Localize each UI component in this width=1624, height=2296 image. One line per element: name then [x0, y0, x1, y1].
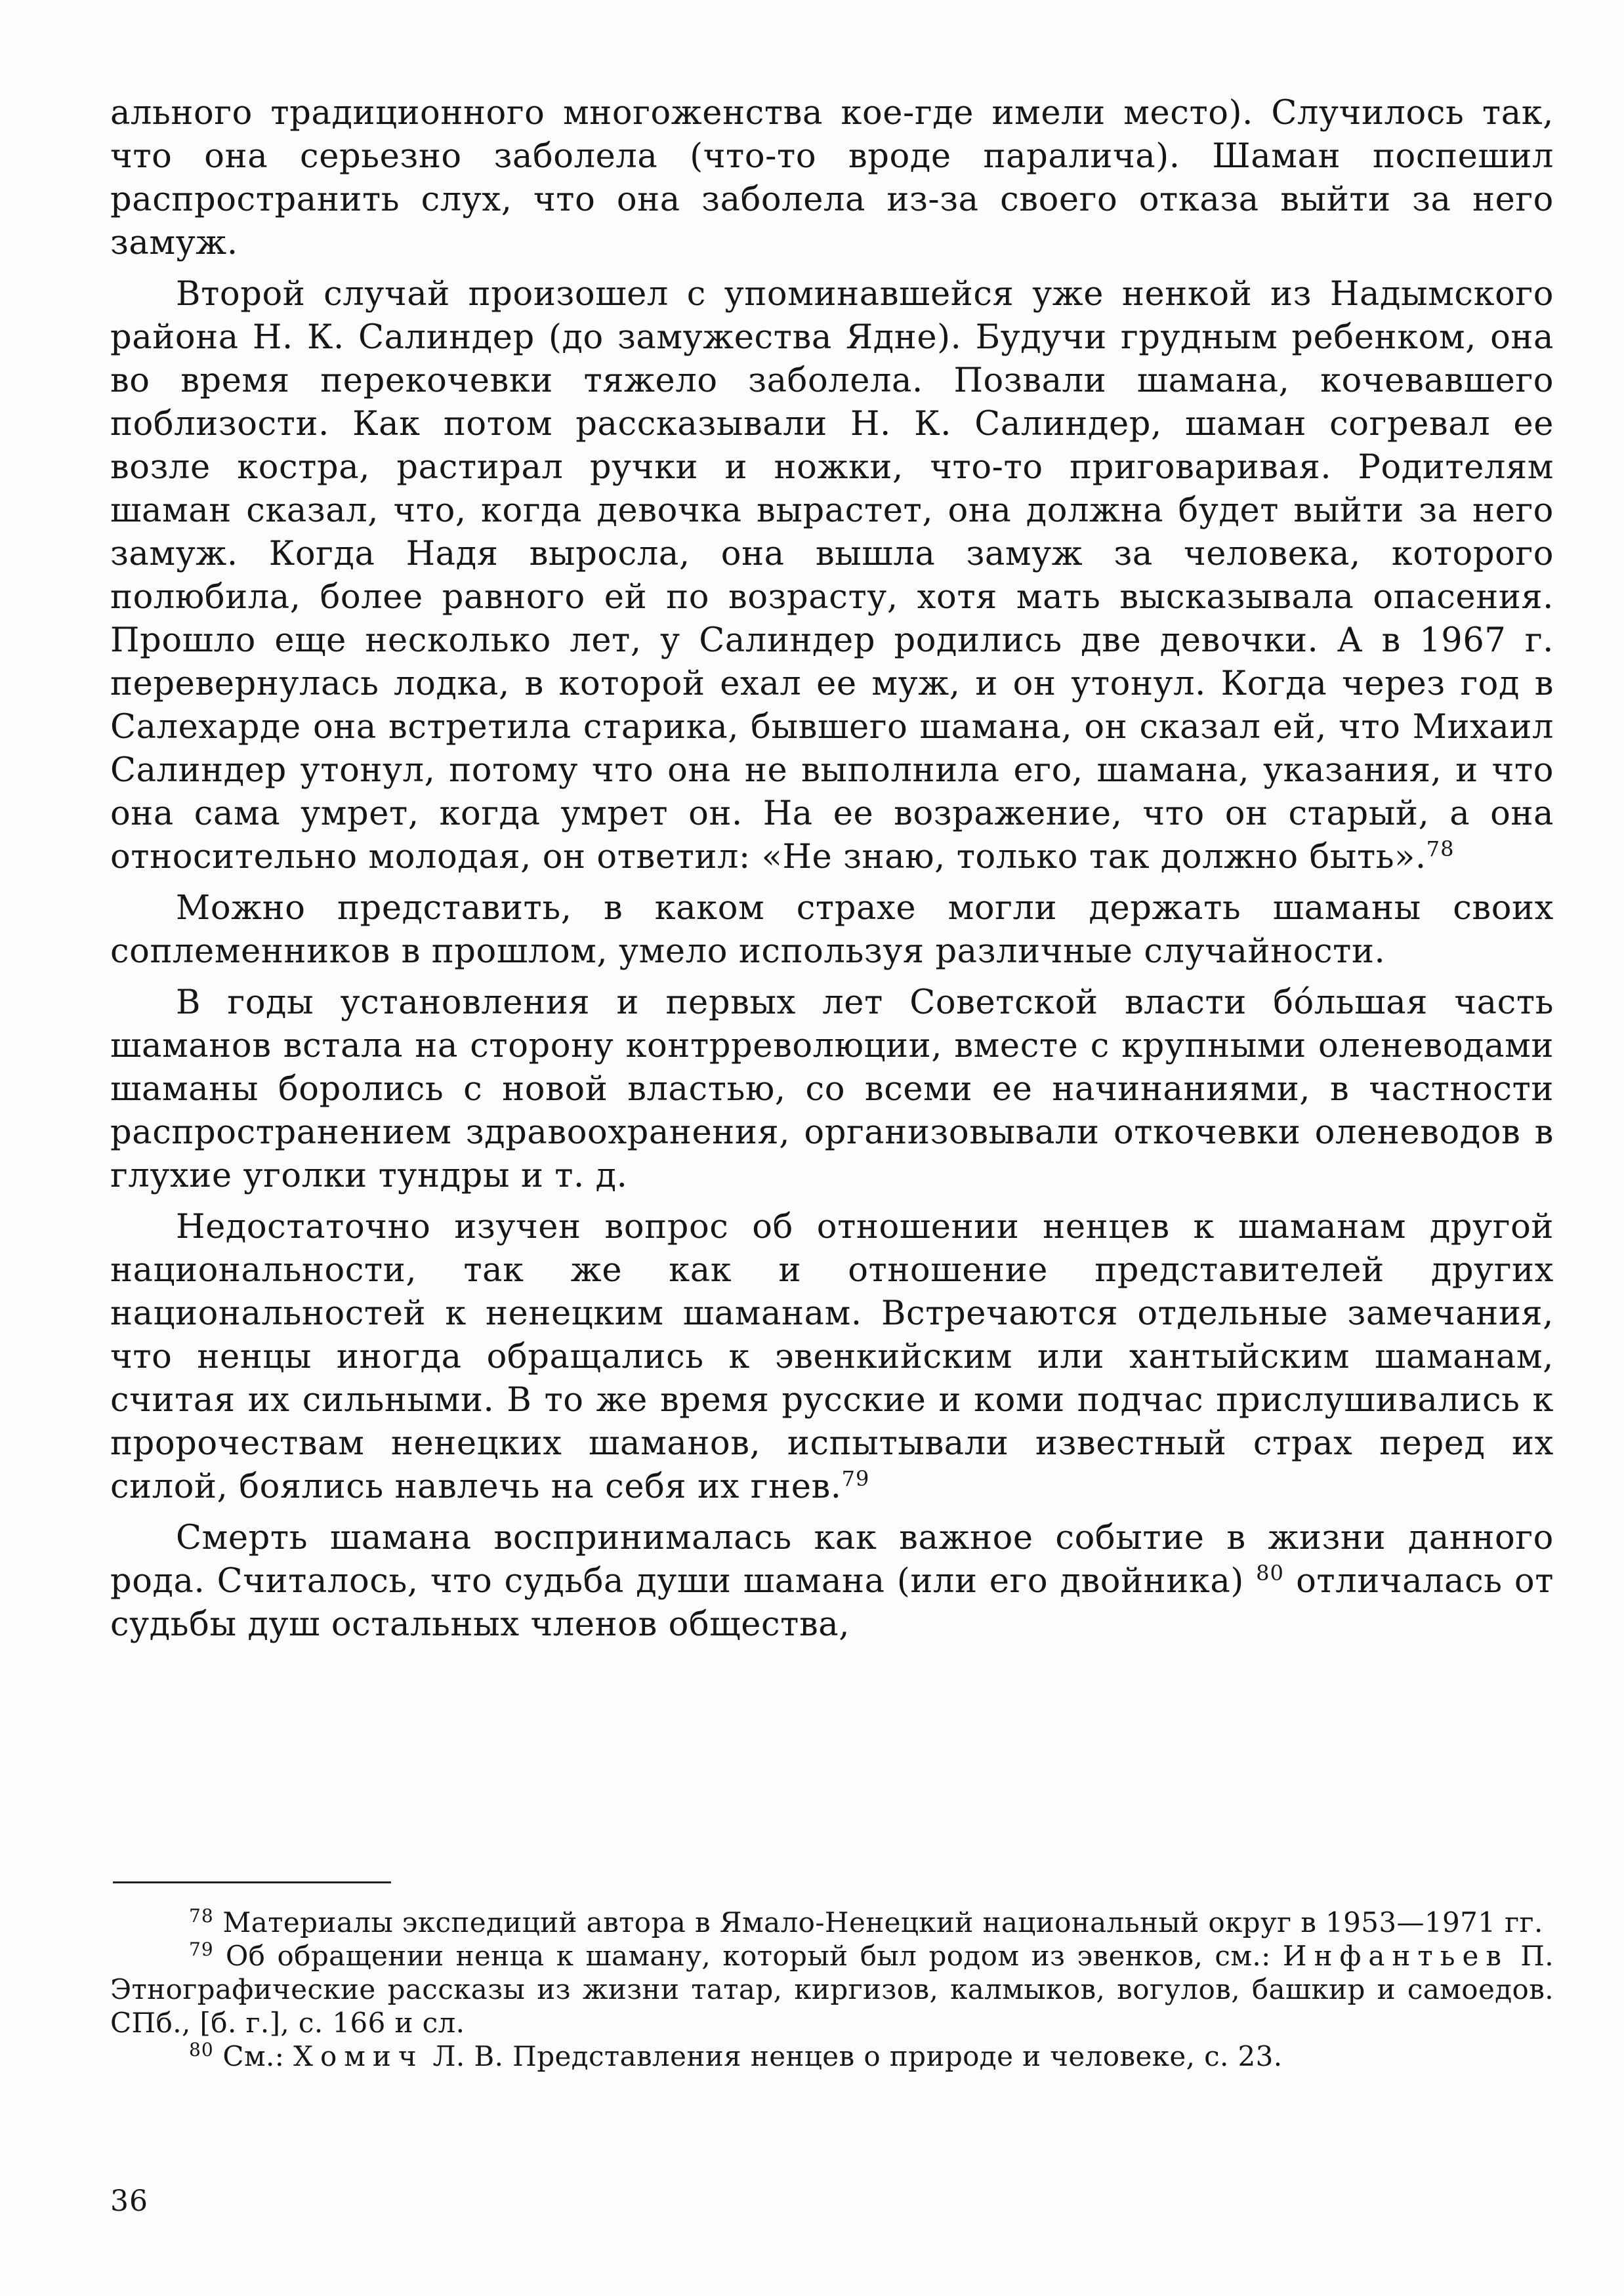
author-name: Хомич — [293, 2040, 424, 2072]
footnotes — [110, 1906, 1554, 2073]
paragraph-shaman-death: Смерть шамана воспринималась как важное событие в жизни данного рода. Считалось, что судьба души шамана (или его двойника) $^{80}$ отличалась от судьбы душ остальных членов общества, — [110, 1519, 1554, 1644]
paragraph-other-nationalities: Недостаточно изучен вопрос об отношении ненцев к шаманам другой национальности, так же как и отношение представителей других национальностей к ненецким шаманам. Встречаются отдельные замечания, что ненцы иногда обращались к эвенкийским или хантыйским шаманам, считая их сильными. В то же время русские и коми подчас прислушивались к пророчествам ненецких шаманов, испытывали известный страх перед их силой, боялись навлечь на себя их гнев.$^{79}$ — [110, 1208, 1554, 1506]
footnote-79: $^{79}$ Об обращении ненца к шаману, который был родом из эвенков, см.: Инфантьев П. Этнографические рассказы из жизни татар, киргизов, калмыков, вогулов, башкир и самоедов. СПб., [б. г.], с. 166 и сл. — [110, 1938, 1554, 2039]
paragraph-continued: ального традиционного многоженства кое-где имели место). Случилось так, что она серьезно заболела (что-то вроде паралича). Шаман поспешил распространить слух, что она заболела из-за своего отказа выйти за него замуж. — [110, 94, 1554, 262]
footnote-78: $^{78}$ Материалы экспедиций автора в Ямало-Ненецкий национальный округ в 1953—1971 гг. — [189, 1905, 1543, 1938]
paragraph-second-case: Второй случай произошел с упоминавшейся уже ненкой из Надымского района Н. К. Салиндер (до замужества Ядне). Будучи грудным ребенком, она во время перекочевки тяжело заболела. Позвали шамана, кочевавшего поблизости. Как потом рассказывали Н. К. Салиндер, шаман согревал ее возле костра, растирал ручки и ножки, что-то приговаривая. Родителям шаман сказал, что, когда девочка вырастет, она должна будет выйти за него замуж. Когда Надя выросла, она вышла замуж за человека, которого полюбила, более равного ей по возрасту, хотя мать высказывала опасения. Прошло еще несколько лет, у Салиндер родились две девочки. А в 1967 г. перевернулась лодка, в которой ехал ее муж, и он утонул. Когда через год в Салехарде она встретила старика, бывшего шамана, он сказал ей, что Михаил Салиндер утонул, потому что она не выполнила его, шамана, указания, и что она сама умрет, когда умрет он. На ее возражение, что он старый, а она относительно молодая, он ответил: «Не знаю, только так должно быть».$^{78}$ — [110, 275, 1554, 876]
main-text — [110, 92, 1554, 1647]
paragraph-soviet-period: В годы установления и первых лет Советской власти бо́льшая часть шаманов встала на сторону контрреволюции, вместе с крупными оленеводами шаманы боролись с новой властью, со всеми ее начинаниями, в частности распространением здравоохранения, организовывали откочевки оленеводов в глухие уголки тундры и т. д. — [110, 983, 1554, 1195]
footnote-ref-78: 78 — [1426, 836, 1455, 861]
footnote-ref-80: 80 — [1256, 1561, 1284, 1586]
paragraph-fear: Можно представить, в каком страхе могли держать шаманы своих соплеменников в прошлом, умело используя различные случайности. — [110, 889, 1554, 971]
author-name: Инфантьев — [1282, 1940, 1509, 1972]
footnote-80: $^{80}$ См.: Хомич Л. В. Представления ненцев о природе и человеке, с. 23. — [189, 2039, 1283, 2072]
page-number: 36 — [110, 2184, 148, 2218]
footnote-divider — [113, 1881, 391, 1883]
footnote-ref-79: 79 — [841, 1466, 870, 1491]
